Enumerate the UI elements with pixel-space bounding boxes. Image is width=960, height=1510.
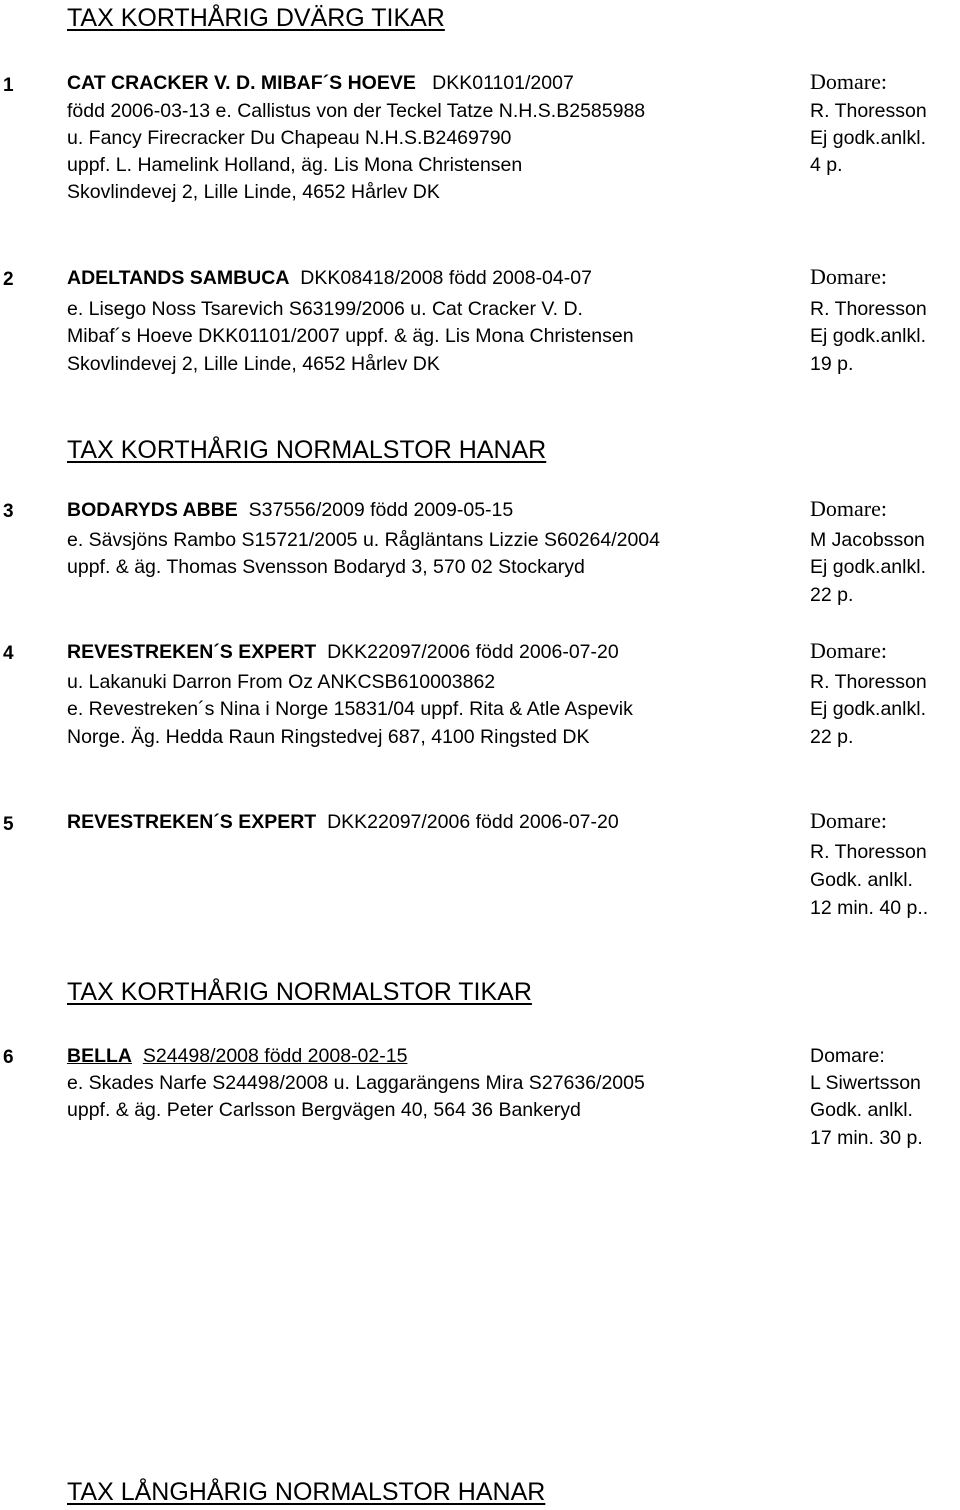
judge-name: L Siwertsson: [810, 1072, 921, 1094]
judge-label: Domare:: [810, 69, 887, 94]
judge-result: Godk. anlkl.: [810, 1099, 913, 1121]
entry-number: 2: [3, 269, 14, 290]
dog-name: CAT CRACKER V. D. MIBAF´S HOEVE: [67, 72, 416, 94]
dog-name: REVESTREKEN´S EXPERT: [67, 641, 317, 663]
registration: S37556/2009 född 2009-05-15: [248, 499, 514, 521]
registration: DKK01101/2007: [432, 72, 574, 94]
dog-name: BODARYDS ABBE: [67, 499, 238, 521]
entry-line: född 2006-03-13 e. Callistus von der Teckel Tatze N.H.S.B2585988: [67, 100, 646, 122]
registration: S24498/2008 född 2008-02-15: [142, 1045, 408, 1067]
entry-line: Norge. Äg. Hedda Raun Ringstedvej 687, 4100 Ringsted DK: [67, 726, 590, 748]
registration: DKK08418/2008 född 2008-04-07: [300, 267, 592, 289]
entry-line: Skovlindevej 2, Lille Linde, 4652 Hårlev DK: [67, 181, 440, 203]
judge-name: R. Thoresson: [810, 671, 927, 693]
dog-name: REVESTREKEN´S EXPERT: [67, 811, 317, 833]
entry-line: u. Fancy Firecracker Du Chapeau N.H.S.B2469790: [67, 127, 512, 149]
entry-title-line: [67, 498, 513, 522]
registration: DKK22097/2006 född 2006-07-20: [327, 811, 619, 833]
entry-line: uppf. L. Hamelink Holland, äg. Lis Mona Christensen: [67, 154, 523, 176]
entry-line: Skovlindevej 2, Lille Linde, 4652 Hårlev DK: [67, 353, 440, 375]
entry-title-line: [67, 71, 574, 95]
judge-name: M Jacobsson: [810, 529, 925, 551]
judge-points: 19 p.: [810, 353, 854, 375]
entry-number: 3: [3, 501, 14, 522]
judge-points: 12 min. 40 p..: [810, 897, 929, 919]
judge-label: Domare:: [810, 264, 887, 289]
entry-number: 6: [3, 1047, 14, 1068]
judge-points: 22 p.: [810, 726, 854, 748]
entry-title-line: [67, 1044, 407, 1068]
entry-line: e. Lisego Noss Tsarevich S63199/2006 u. Cat Cracker V. D.: [67, 298, 583, 320]
judge-name: R. Thoresson: [810, 100, 927, 122]
section-heading: TAX KORTHÅRIG DVÄRG TIKAR: [67, 4, 445, 32]
judge-result: Godk. anlkl.: [810, 869, 913, 891]
entry-line: e. Skades Narfe S24498/2008 u. Laggarängens Mira S27636/2005: [67, 1072, 645, 1094]
judge-name: R. Thoresson: [810, 841, 927, 863]
entry-line: uppf. & äg. Peter Carlsson Bergvägen 40, 564 36 Bankeryd: [67, 1099, 581, 1121]
section-heading: TAX KORTHÅRIG NORMALSTOR TIKAR: [67, 978, 532, 1006]
registration: DKK22097/2006 född 2006-07-20: [327, 641, 619, 663]
entry-title-line: [67, 640, 619, 664]
judge-label: Domare:: [810, 1045, 885, 1067]
judge-result: Ej godk.anlkl.: [810, 325, 926, 347]
judge-points: 4 p.: [810, 154, 843, 176]
entry-title-line: [67, 810, 619, 834]
judge-name: R. Thoresson: [810, 298, 927, 320]
entry-title-line: [67, 266, 592, 290]
section-heading: TAX LÅNGHÅRIG NORMALSTOR HANAR: [67, 1478, 546, 1506]
judge-result: Ej godk.anlkl.: [810, 698, 926, 720]
judge-label: Domare:: [810, 808, 887, 833]
section-heading: TAX KORTHÅRIG NORMALSTOR HANAR: [67, 436, 547, 464]
entry-line: e. Revestreken´s Nina i Norge 15831/04 uppf. Rita & Atle Aspevik: [67, 698, 633, 720]
entry-number: 5: [3, 814, 14, 835]
entry-line: uppf. & äg. Thomas Svensson Bodaryd 3, 570 02 Stockaryd: [67, 556, 585, 578]
judge-label: Domare:: [810, 496, 887, 521]
entry-number: 4: [3, 643, 14, 664]
entry-line: u. Lakanuki Darron From Oz ANKCSB610003862: [67, 671, 496, 693]
judge-result: Ej godk.anlkl.: [810, 556, 926, 578]
judge-points: 22 p.: [810, 584, 854, 606]
dog-name: BELLA: [67, 1045, 132, 1067]
dog-name: ADELTANDS SAMBUCA: [67, 267, 290, 289]
entry-line: Mibaf´s Hoeve DKK01101/2007 uppf. & äg. Lis Mona Christensen: [67, 325, 634, 347]
entry-number: 1: [3, 75, 14, 96]
judge-result: Ej godk.anlkl.: [810, 127, 926, 149]
judge-label: Domare:: [810, 638, 887, 663]
entry-line: e. Sävsjöns Rambo S15721/2005 u. Rågläntans Lizzie S60264/2004: [67, 529, 660, 551]
judge-points: 17 min. 30 p.: [810, 1127, 923, 1149]
